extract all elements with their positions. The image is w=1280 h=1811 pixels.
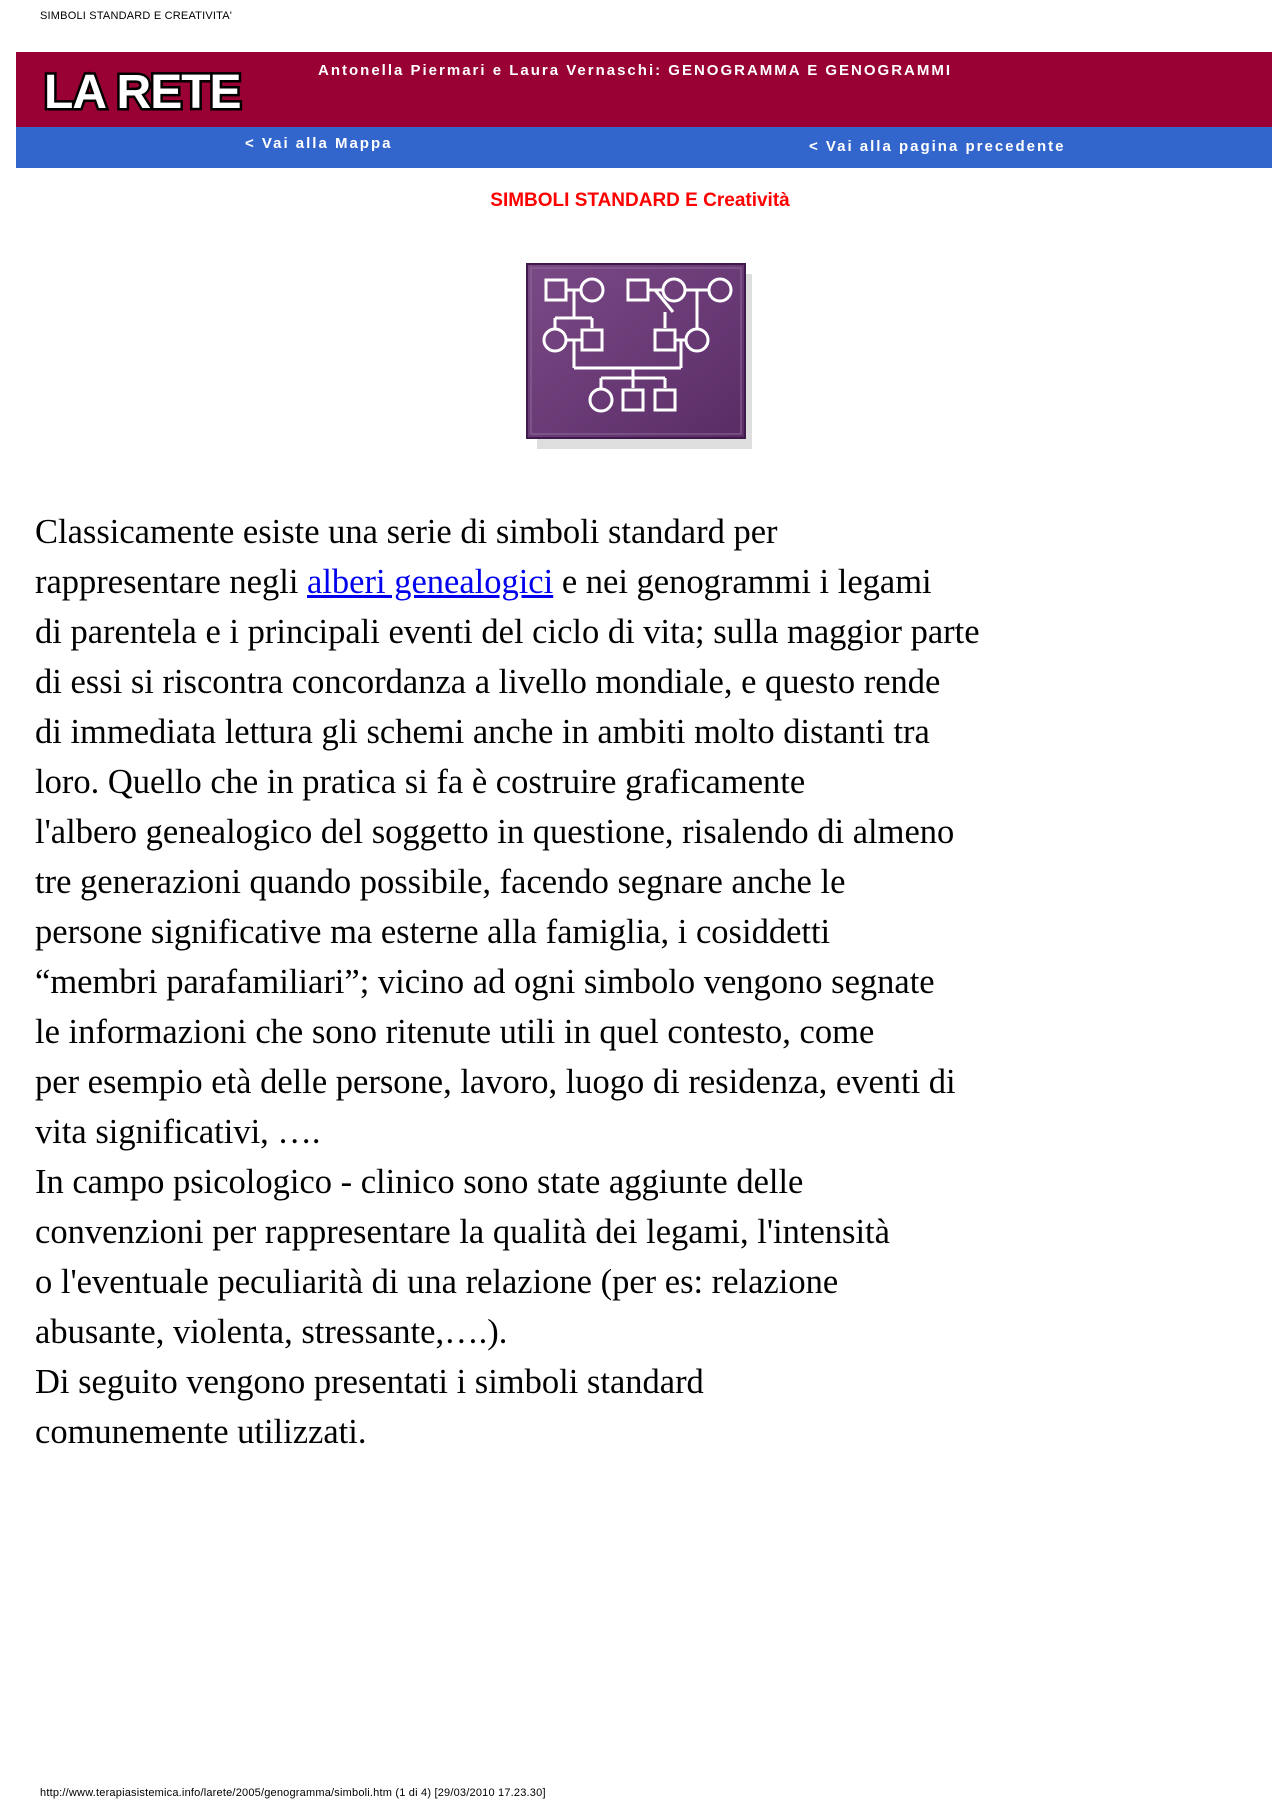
text-line: vita significativi, …. xyxy=(35,1113,321,1151)
text-line: Di seguito vengono presentati i simboli standard xyxy=(35,1363,704,1401)
text-line: di parentela e i principali eventi del ciclo di vita; sulla maggior parte xyxy=(35,613,980,651)
paragraph-1 xyxy=(35,507,1255,1157)
genogram-illustration xyxy=(523,260,755,450)
text-line: le informazioni che sono ritenute utili in quel contesto, come xyxy=(35,1013,875,1051)
text-line: di immediata lettura gli schemi anche in ambiti molto distanti tra xyxy=(35,713,930,751)
text-line: In campo psicologico - clinico sono state aggiunte delle xyxy=(35,1163,804,1201)
alberi-genealogici-link[interactable]: alberi genealogici xyxy=(307,563,554,601)
text-line: loro. Quello che in pratica si fa è costruire graficamente xyxy=(35,763,806,801)
site-banner xyxy=(16,52,1272,127)
back-to-map-link[interactable]: < Vai alla Mappa xyxy=(245,135,393,152)
text-line: convenzioni per rappresentare la qualità dei legami, l'intensità xyxy=(35,1213,890,1251)
la-rete-logo[interactable] xyxy=(40,60,250,120)
previous-page-link[interactable]: < Vai alla pagina precedente xyxy=(809,138,1066,155)
text-line: di essi si riscontra concordanza a livello mondiale, e questo rende xyxy=(35,663,941,701)
text-line: abusante, violenta, stressante,….). xyxy=(35,1313,508,1351)
print-header: SIMBOLI STANDARD E CREATIVITA' xyxy=(40,10,233,22)
nav-bar xyxy=(16,127,1272,168)
article-body xyxy=(35,507,1255,1457)
text-line: per esempio età delle persone, lavoro, luogo di residenza, eventi di xyxy=(35,1063,956,1101)
page-title: SIMBOLI STANDARD E Creatività xyxy=(490,190,790,211)
text-line: l'albero genealogico del soggetto in questione, risalendo di almeno xyxy=(35,813,955,851)
text-line: persone significative ma esterne alla famiglia, i cosiddetti xyxy=(35,913,831,951)
text-line: comunemente utilizzati. xyxy=(35,1413,367,1451)
text-line: “membri parafamiliari”; vicino ad ogni simbolo vengono segnate xyxy=(35,963,935,1001)
text-line: e nei genogrammi i legami xyxy=(553,563,932,601)
text-line: tre generazioni quando possibile, facendo segnare anche le xyxy=(35,863,846,901)
paragraph-3 xyxy=(35,1357,1255,1457)
logo-text: LA RETE xyxy=(44,66,241,119)
text-line: Classicamente esiste una serie di simboli standard per xyxy=(35,513,778,551)
print-footer-url: http://www.terapiasistemica.info/larete/2005/genogramma/simboli.htm (1 di 4) [29/03/2010 17.23.30] xyxy=(40,1787,546,1799)
text-line: rappresentare negli xyxy=(35,563,308,601)
banner-title: Antonella Piermari e Laura Vernaschi: GENOGRAMMA E GENOGRAMMI xyxy=(318,62,953,79)
paragraph-2 xyxy=(35,1157,1255,1357)
text-line: o l'eventuale peculiarità di una relazione (per es: relazione xyxy=(35,1263,839,1301)
